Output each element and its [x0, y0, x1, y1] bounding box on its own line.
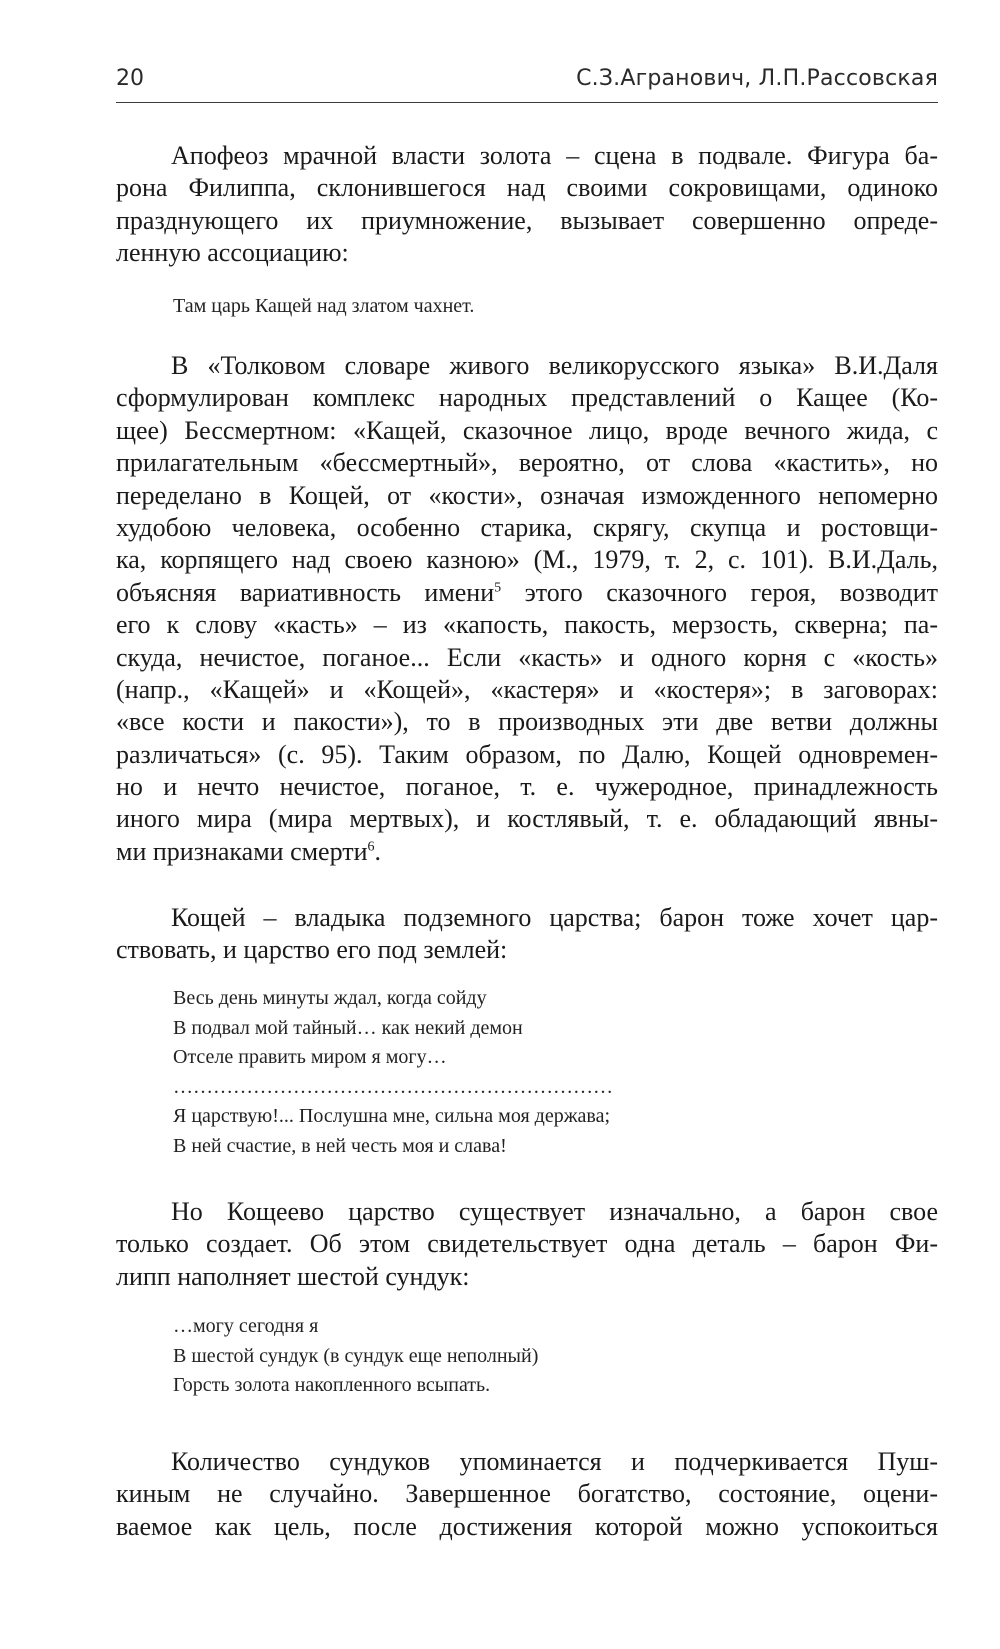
paragraph-5: [116, 1446, 938, 1543]
text-fragment: объясняя вариативность имени: [116, 577, 495, 607]
text-line: В «Толковом словаре живого великорусского языка» В.И.Даля: [171, 351, 938, 380]
quote-1: [173, 292, 474, 322]
text-line: (напр., «Кащей» и «Кощей», «кастеря» и «костеря»; в заговорах:: [116, 674, 938, 704]
text-line: ваемое как цель, после достижения которой можно успокоиться: [116, 1511, 938, 1541]
text-line: Количество сундуков упоминается и подчеркивается Пуш-: [171, 1447, 938, 1476]
verse-line: Весь день минуты ждал, когда сойду: [173, 987, 487, 1009]
verse-line: Горсть золота накопленного всыпать.: [173, 1374, 491, 1396]
text-line: киным не случайно. Завершенное богатство, состояние, оцени-: [116, 1479, 938, 1509]
verse-line: В ней счастие, в ней честь моя и слава!: [173, 1134, 507, 1157]
verse-line: Я царствую!... Послушна мне, сильна моя держава;: [173, 1105, 611, 1127]
text-line: ка, корпящего над своею казною» (М., 1979, т. 2, с. 101). В.И.Даль,: [116, 545, 938, 575]
text-line: только создает. Об этом свидетельствует одна деталь – барон Фи-: [116, 1229, 938, 1259]
text-line: липп наполняет шестой сундук:: [116, 1261, 470, 1291]
text-line: прилагательным «бессмертный», вероятно, от слова «кастить», но: [116, 448, 938, 478]
text-line: щее) Бессмертном: «Кащей, сказочное лицо, вроде вечного жида, с: [116, 415, 938, 445]
verse-1: [173, 984, 613, 1161]
text-fragment: ми признаками смерти: [116, 836, 368, 866]
text-line: ствовать, и царство его под землей:: [116, 935, 508, 965]
page-number: 20: [116, 66, 144, 91]
paragraph-1: [116, 140, 938, 270]
running-header: [116, 62, 938, 103]
text-line: [116, 577, 938, 609]
verse-line: В подвал мой тайный… как некий демон: [173, 1016, 523, 1039]
text-line: Но Кощеево царство существует изначально, а барон свое: [171, 1197, 938, 1226]
text-fragment: этого сказочного героя, возводит: [524, 577, 938, 607]
running-header-authors: С.З.Агранович, Л.П.Рассовская: [576, 66, 938, 91]
footnote-ref-6: 6: [367, 839, 375, 855]
text-line: ленную ассоциацию:: [116, 238, 349, 268]
text-line: ми признаками смерти$^6$.: [116, 836, 382, 866]
verse-line: В шестой сундук (в сундук еще неполный): [173, 1344, 539, 1367]
text-line: но и нечто нечистое, поганое, т. е. чужеродное, принадлежность: [116, 772, 938, 802]
verse-line: …могу сегодня я: [173, 1315, 319, 1337]
text-line: его к слову «касть» – из «капость, пакость, мерзость, скверна; па-: [116, 610, 938, 640]
footnote-ref-5: 5: [494, 580, 502, 596]
text-line: различаться» (с. 95). Таким образом, по Далю, Кощей одновремен-: [116, 739, 938, 769]
text-line: иного мира (мира мертвых), и костлявый, т. е. обладающий явны-: [116, 804, 938, 834]
text-line: скуда, нечистое, поганое... Если «касть» и одного корня с «кость»: [116, 642, 938, 672]
verse-2: [173, 1312, 538, 1401]
paragraph-3: [116, 902, 938, 967]
text-line: переделано в Кощей, от «кости», означая изможденного непомерно: [116, 480, 938, 510]
verse-line: Там царь Кащей над златом чахнет.: [173, 295, 475, 317]
verse-line: Отселе править миром я могу…: [173, 1046, 447, 1068]
text-line: рона Филиппа, склонившегося над своими сокровищами, одиноко: [116, 173, 938, 203]
text-line: сформулирован комплекс народных представлений о Кащее (Ко-: [116, 383, 938, 413]
text-line: худобою человека, особенно старика, скрягу, скупца и ростовщи-: [116, 512, 938, 542]
verse-ellipsis-line: …………………………………………………………: [173, 1075, 613, 1098]
paragraph-4: [116, 1196, 938, 1293]
text-line: Апофеоз мрачной власти золота – сцена в подвале. Фигура ба-: [171, 141, 938, 170]
text-line: празднующего их приумножение, вызывает совершенно опреде-: [116, 205, 938, 235]
text-line: Кощей – владыка подземного царства; барон тоже хочет цар-: [171, 903, 938, 932]
text-line: «все кости и пакости»), то в производных эти две ветви должны: [116, 707, 938, 737]
paragraph-2: [116, 350, 938, 868]
